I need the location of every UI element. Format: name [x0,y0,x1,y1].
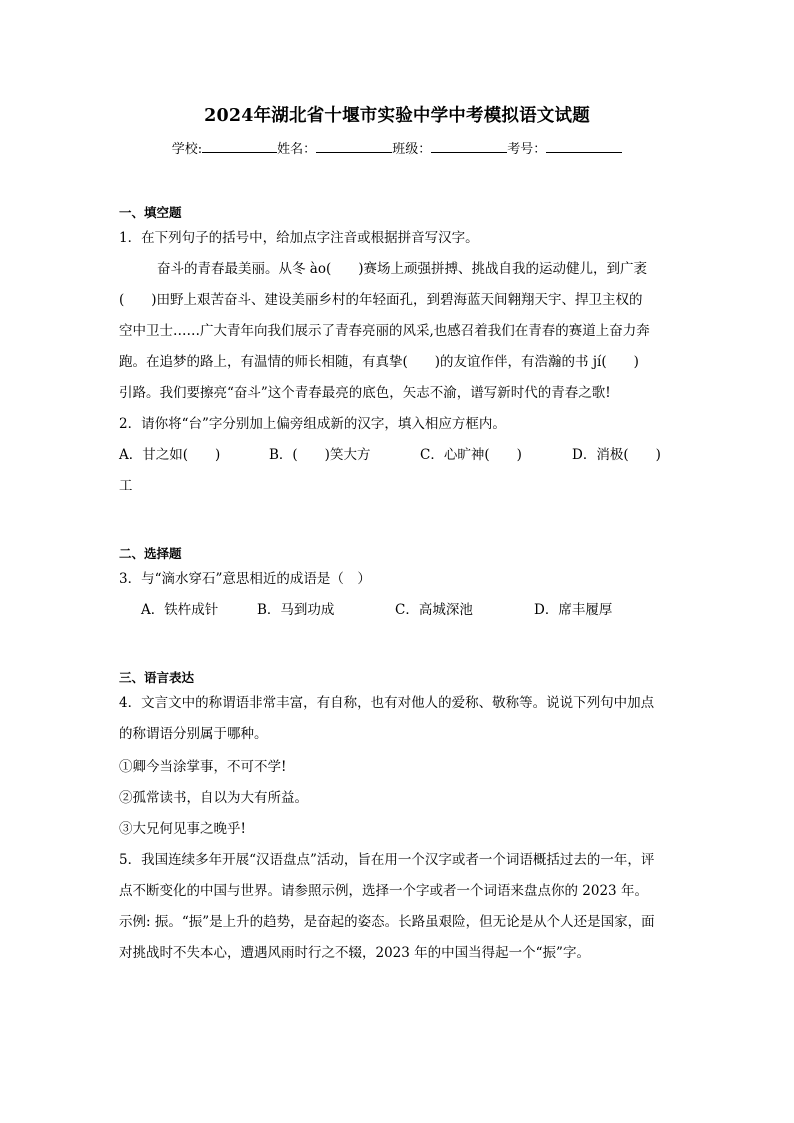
q3-option-a[interactable]: A．铁杵成针 [141,602,219,618]
number-field[interactable] [546,140,622,153]
exam-title: 2024年湖北省十堰市实验中学中考模拟语文试题 [204,106,590,126]
class-label: 班级： [392,142,432,157]
section-heading-fill: 一、填空题 [119,205,182,220]
q2-option-a: A．甘之如( ) [119,447,221,463]
q1-passage-line: 空中卫士……广大青年向我们展示了青春亮丽的风采,也感召着我们在青春的赛道上奋力奔 [119,323,650,339]
q4-item: ①卿今当涂掌事，不可不学! [119,759,287,775]
class-field[interactable] [431,140,507,153]
school-label: 学校: [171,142,203,157]
q1-passage-line: 奋斗的青春最美丽。从冬 ào( )赛场上顽强拼搏、挑战自我的运动健儿，到广袤 [157,261,648,277]
q4-item: ③大兄何见事之晚乎! [119,821,246,837]
q3-option-c[interactable]: C．高城深池 [395,602,473,618]
q3-option-d[interactable]: D．席丰履厚 [534,602,613,618]
name-label: 姓名： [277,142,317,157]
q1-passage-line: 跑。在追梦的路上，有温情的师长相随，有真挚( )的友谊作伴，有浩瀚的书 jí( ) [119,354,639,370]
q2-option-d: D．消极( ) [572,447,661,463]
section-heading-choice: 二、选择题 [119,546,182,561]
q1-passage-line: ( )田野上艰苦奋斗、建设美丽乡村的年轻面孔，到碧海蓝天间翱翔天宇、捍卫主权的 [119,292,643,308]
q4-stem-line: 的称谓语分别属于哪种。 [119,726,268,742]
q4-item: ②孤常读书，自以为大有所益。 [119,790,308,806]
q5-line: 对挑战时不失本心，遭遇风雨时行之不辍，2023 年的中国当得起一个“振”字。 [119,945,590,961]
name-field[interactable] [316,140,392,153]
school-field[interactable] [202,140,277,153]
q5-line: 点不断变化的中国与世界。请参照示例，选择一个字或者一个词语来盘点你的 2023 年。 [119,883,648,899]
q2-option-b: B．( )笑大方 [269,447,371,463]
number-label: 考号： [507,142,547,157]
q2-option-c: C．心旷神( ) [420,447,522,463]
student-info-line [0,138,794,157]
section-heading-expression: 三、语言表达 [119,670,195,685]
q1-stem: 1．在下列句子的括号中，给加点字注音或根据拼音写汉字。 [119,230,479,246]
q2-option-d-wrap: 工 [119,478,133,494]
q5-line: 示例: 振。“振”是上升的趋势，是奋起的姿态。长路虽艰险，但无论是从个人还是国家，面 [119,914,655,930]
q5-line: 5．我国连续多年开展“汉语盘点”活动，旨在用一个汉字或者一个词语概括过去的一年，评 [119,852,655,868]
q3-stem: 3．与“滴水穿石”意思相近的成语是（ ） [119,571,371,587]
q2-stem: 2．请你将“台”字分别加上偏旁组成新的汉字，填入相应方框内。 [119,416,506,432]
q4-stem-line: 4．文言文中的称谓语非常丰富，有自称，也有对他人的爱称、敬称等。说说下列句中加点 [119,695,655,711]
q1-passage-line: 引路。我们要擦亮“奋斗”这个青春最亮的底色，矢志不渝，谱写新时代的青春之歌! [119,385,611,401]
q3-option-b[interactable]: B．马到功成 [257,602,335,618]
